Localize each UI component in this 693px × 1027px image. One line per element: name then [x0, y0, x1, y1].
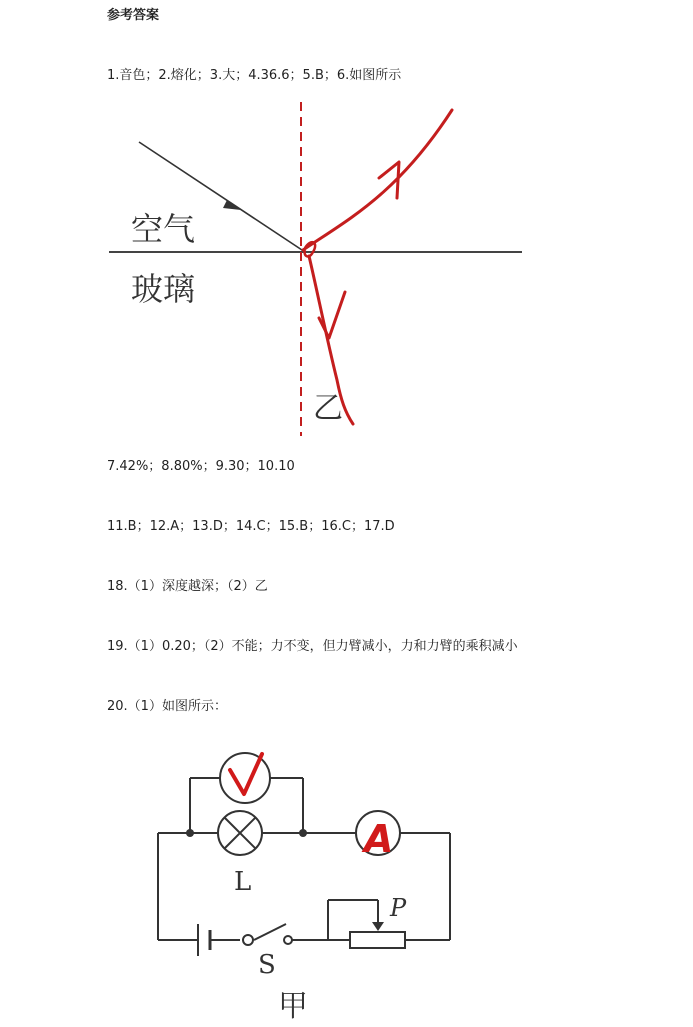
medium-label-glass: 玻璃 — [131, 270, 196, 308]
answers-7-10: 7.42%；8.80%；9.30；10.10 — [107, 459, 295, 474]
figure-caption: 甲 — [278, 989, 308, 1024]
answer-19: 19.（1）0.20；（2）不能；力不变，但力臂减小，力和力臂的乘积减小 — [107, 639, 518, 654]
answers-1-6: 1.音色；2.熔化；3.大；4.36.6；5.B；6.如图所示 — [107, 68, 402, 83]
optics-diagram — [107, 100, 527, 440]
junction-dot — [186, 829, 194, 837]
junction-dot — [299, 829, 307, 837]
answer-20: 20.（1）如图所示： — [107, 699, 227, 714]
switch-contact — [284, 936, 292, 944]
switch-contact — [243, 935, 253, 945]
slider-label: P — [390, 894, 407, 922]
page-title: 参考答案 — [107, 8, 160, 23]
reflected-ray — [303, 110, 452, 250]
medium-label-air: 空气 — [131, 210, 196, 248]
answers-11-17: 11.B；12.A；13.D；14.C；15.B；16.C；17.D — [107, 519, 395, 534]
rheostat — [350, 932, 405, 948]
ammeter-mark: A — [364, 817, 394, 861]
switch-label: S — [258, 950, 276, 980]
handwritten-label: 乙 — [313, 391, 343, 426]
switch-lever — [254, 924, 286, 940]
incident-arrow-icon — [223, 200, 241, 210]
circuit-diagram — [150, 740, 470, 1025]
lamp-label: L — [234, 867, 252, 897]
answer-18: 18.（1）深度越深；（2）乙 — [107, 579, 268, 594]
slider-arrow-icon — [372, 922, 384, 931]
